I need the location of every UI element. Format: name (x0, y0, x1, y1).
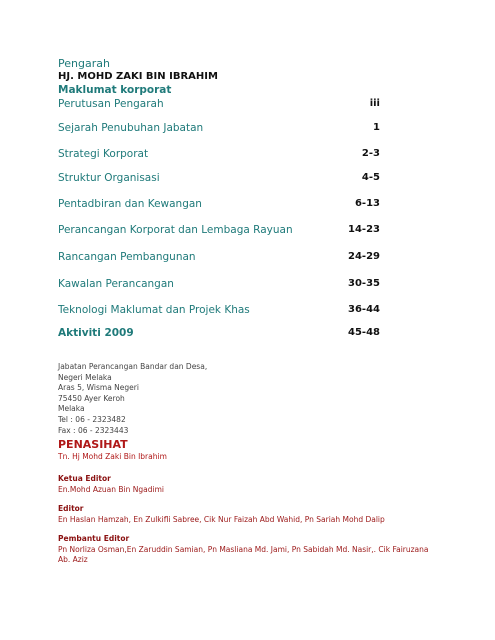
toc-entry[interactable] (58, 98, 380, 112)
assistant-editor-label: Pembantu Editor (58, 534, 130, 543)
advisor-name: Tn. Hj Mohd Zaki Bin Ibrahim (58, 452, 167, 461)
toc-entry[interactable] (58, 278, 380, 292)
toc-entry-page: 2-3 (361, 148, 380, 159)
address-line: Melaka (58, 404, 85, 414)
address-line: Aras 5, Wisma Negeri (58, 383, 139, 393)
toc-entry-title: Struktur Organisasi (58, 172, 160, 184)
director-label: Pengarah (58, 57, 110, 70)
toc-entry[interactable] (58, 304, 380, 318)
toc-entry-page: 1 (373, 122, 380, 133)
toc-entry-page: 6-13 (354, 198, 380, 209)
office-address (58, 362, 207, 436)
toc-entry-title: Strategi Korporat (58, 148, 149, 160)
editor-names: En Haslan Hamzah, En Zulkifli Sabree, Cik Nur Faizah Abd Wahid, Pn Sariah Mohd Dalip (58, 515, 385, 524)
director-name: HJ. MOHD ZAKI BIN IBRAHIM (58, 71, 218, 82)
assistant-editor-names: Pn Norliza Osman,En Zaruddin Samian, Pn Masliana Md. Jami, Pn Sabidah Md. Nasir,. Cik Fairuzana Ab. Aziz (58, 545, 429, 564)
toc-entry-title: Sejarah Penubuhan Jabatan (58, 122, 204, 134)
toc-entry-title: Aktiviti 2009 (58, 327, 134, 339)
toc-entry-title: Kawalan Perancangan (58, 278, 174, 290)
toc-entry[interactable] (58, 224, 380, 238)
toc-entry-page: 30-35 (348, 278, 380, 289)
chief-editor-name: En.Mohd Azuan Bin Ngadimi (58, 485, 164, 494)
toc-entry-page: 4-5 (361, 172, 380, 183)
advisor-heading: PENASIHAT (58, 438, 128, 451)
toc-entry[interactable] (58, 251, 380, 265)
chief-editor-label: Ketua Editor (58, 474, 111, 483)
address-line: Jabatan Perancangan Bandar dan Desa, (58, 362, 208, 371)
toc-entry[interactable] (58, 122, 380, 136)
toc-entry-page: 24-29 (348, 251, 380, 262)
corporate-info-label: Maklumat korporat (58, 84, 172, 96)
toc-entry[interactable] (58, 172, 380, 186)
toc-entry-title: Rancangan Pembangunan (58, 251, 196, 263)
address-line: 75450 Ayer Keroh (58, 393, 125, 403)
toc-entry-title: Perancangan Korporat dan Lembaga Rayuan (58, 224, 293, 236)
toc-entry-page: 14-23 (348, 224, 380, 235)
toc-entry[interactable] (58, 327, 380, 341)
toc-entry[interactable] (58, 198, 380, 212)
address-line: Tel : 06 - 2323482 (58, 414, 126, 424)
toc-entry-page: iii (369, 98, 380, 109)
toc-entry-title: Teknologi Maklumat dan Projek Khas (58, 304, 250, 316)
toc-entry-page: 36-44 (348, 304, 380, 315)
editor-label: Editor (58, 504, 84, 513)
address-line: Negeri Melaka (58, 372, 112, 382)
toc-entry-title: Pentadbiran dan Kewangan (58, 198, 202, 210)
address-line: Fax : 06 - 2323443 (58, 425, 129, 435)
toc-entry-title: Perutusan Pengarah (58, 98, 164, 110)
toc-entry-page: 45-48 (348, 327, 380, 338)
toc-entry[interactable] (58, 148, 380, 162)
